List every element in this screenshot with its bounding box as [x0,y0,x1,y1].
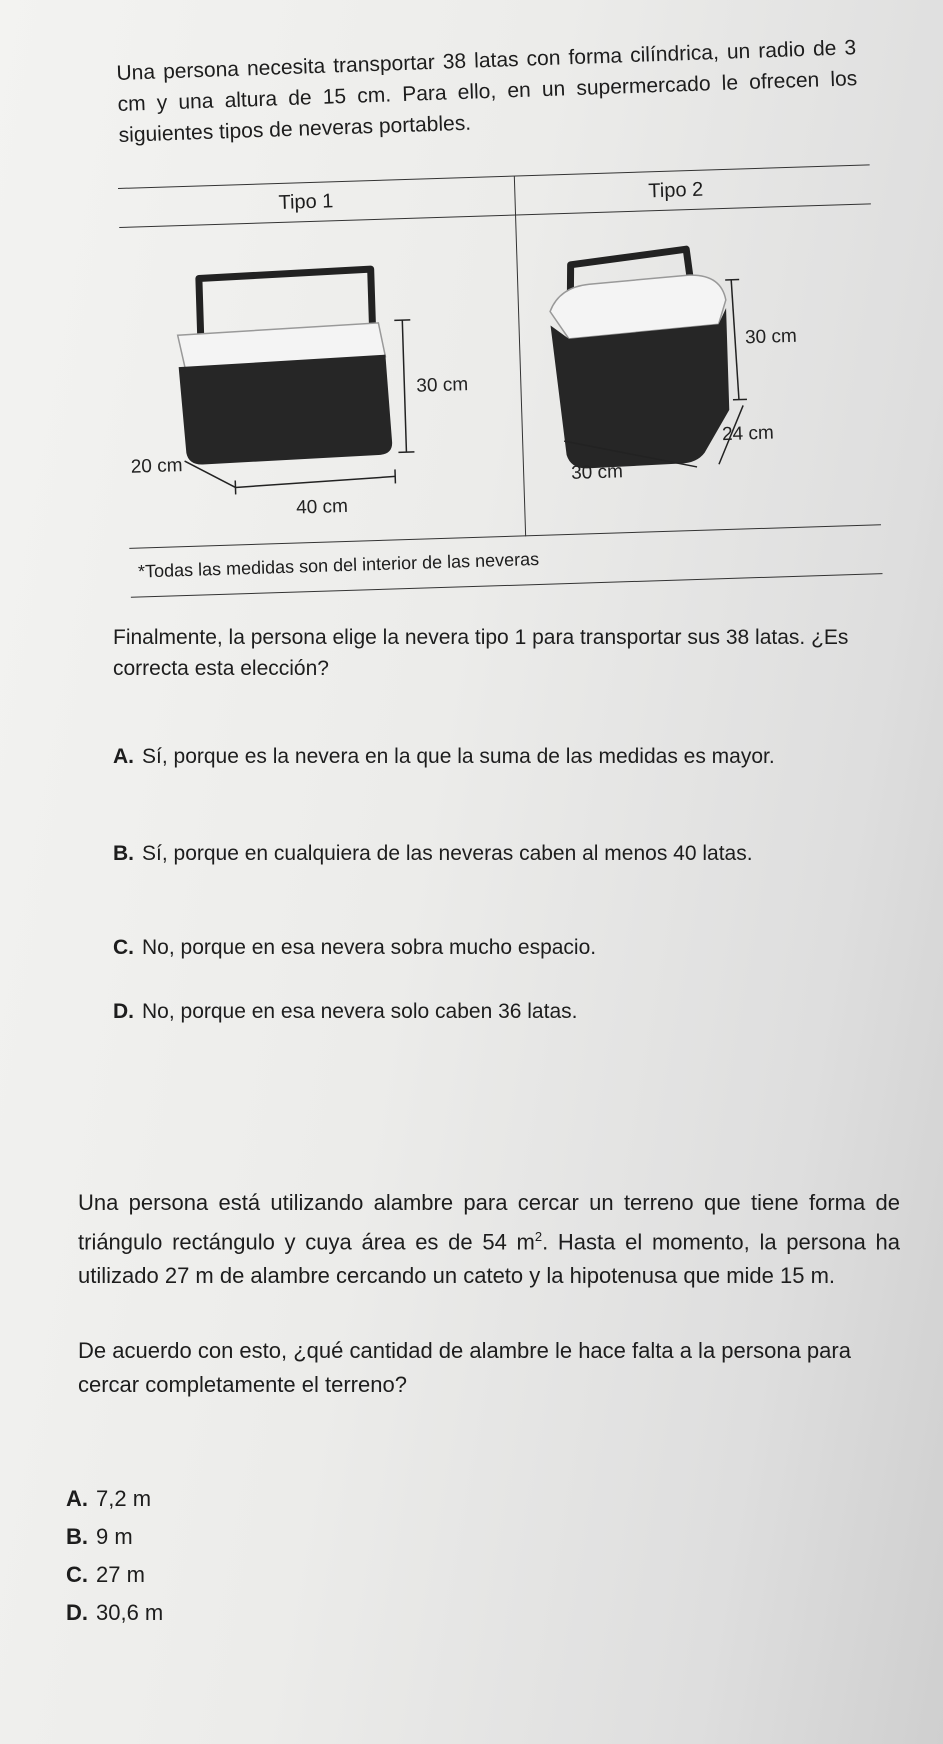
table-footer [129,524,882,597]
problem1-option-d[interactable] [113,996,873,1027]
tipo1-depth-label: 20 cm [130,455,183,478]
option-letter: D. [66,1600,88,1625]
tipo1-header: Tipo 1 [278,190,334,214]
option-text: Sí, porque es la nevera en la que la suma de las medidas es mayor. [142,745,775,768]
option-letter: A. [113,745,134,768]
area-exponent: 2 [534,1229,543,1244]
problem2-option-d[interactable] [66,1598,163,1628]
tipo2-header: Tipo 2 [648,178,704,203]
problem2-option-c[interactable] [66,1560,145,1590]
problem2-option-b[interactable] [66,1522,133,1552]
option-letter: B. [66,1524,88,1549]
tipo1-width-label: 40 cm [295,495,349,519]
problem1-option-a[interactable] [113,741,873,772]
option-text: 9 m [96,1524,133,1549]
option-text: 27 m [96,1562,145,1587]
problem1-option-b[interactable] [113,838,873,869]
option-text: No, porque en esa nevera solo caben 36 latas. [142,1000,578,1023]
statement-part2: . Hasta el momento, la persona ha utilizado 27 m de alambre cercando un cateto y la hipotenusa que mide 15 m. [78,1229,900,1289]
option-text: No, porque en esa nevera sobra mucho espacio. [142,936,597,959]
problem2-question: De acuerdo con esto, ¿qué cantidad de alambre le hace falta a la persona para cercar completamente el terreno? [78,1338,851,1397]
option-text: 30,6 m [96,1600,164,1625]
table-footnote: *Todas las medidas son del interior de las neveras [137,548,540,582]
problem1-intro: Una persona necesita transportar 38 latas con forma cilíndrica, un radio de 3 cm y una altura de 15 cm. Para ello, en un supermercado le ofrecen los siguientes tipos de neveras portables. [116,36,858,147]
option-text: 7,2 m [96,1486,152,1511]
option-letter: A. [66,1486,88,1511]
tipo1-cooler-figure [119,217,523,519]
option-text: Sí, porque en cualquiera de las neveras caben al menos 40 latas. [142,842,753,865]
tipo1-height-label: 30 cm [416,374,469,397]
option-letter: B. [113,842,134,865]
tipo2-height-label: 30 cm [744,325,798,349]
problem2-statement [78,1186,900,1293]
problem2-option-a[interactable] [66,1484,151,1514]
tipo2-cooler-figure [517,205,877,486]
option-letter: C. [66,1562,88,1587]
statement-part1: Una persona está utilizando alambre para cercar un terreno que tiene forma de triángulo rectángulo y cuya área es de 54 m [78,1190,900,1255]
problem1-option-c[interactable] [113,932,873,963]
tipo2-depth-label: 24 cm [721,422,775,446]
tipo1-body [178,355,392,466]
option-letter: D. [113,1000,134,1023]
coolers-table [118,164,883,597]
tipo2-width-label: 30 cm [570,461,624,484]
problem1-question: Finalmente, la persona elige la nevera tipo 1 para transportar sus 38 latas. ¿Es correcta esta elección? [113,626,849,680]
option-letter: C. [113,936,134,959]
